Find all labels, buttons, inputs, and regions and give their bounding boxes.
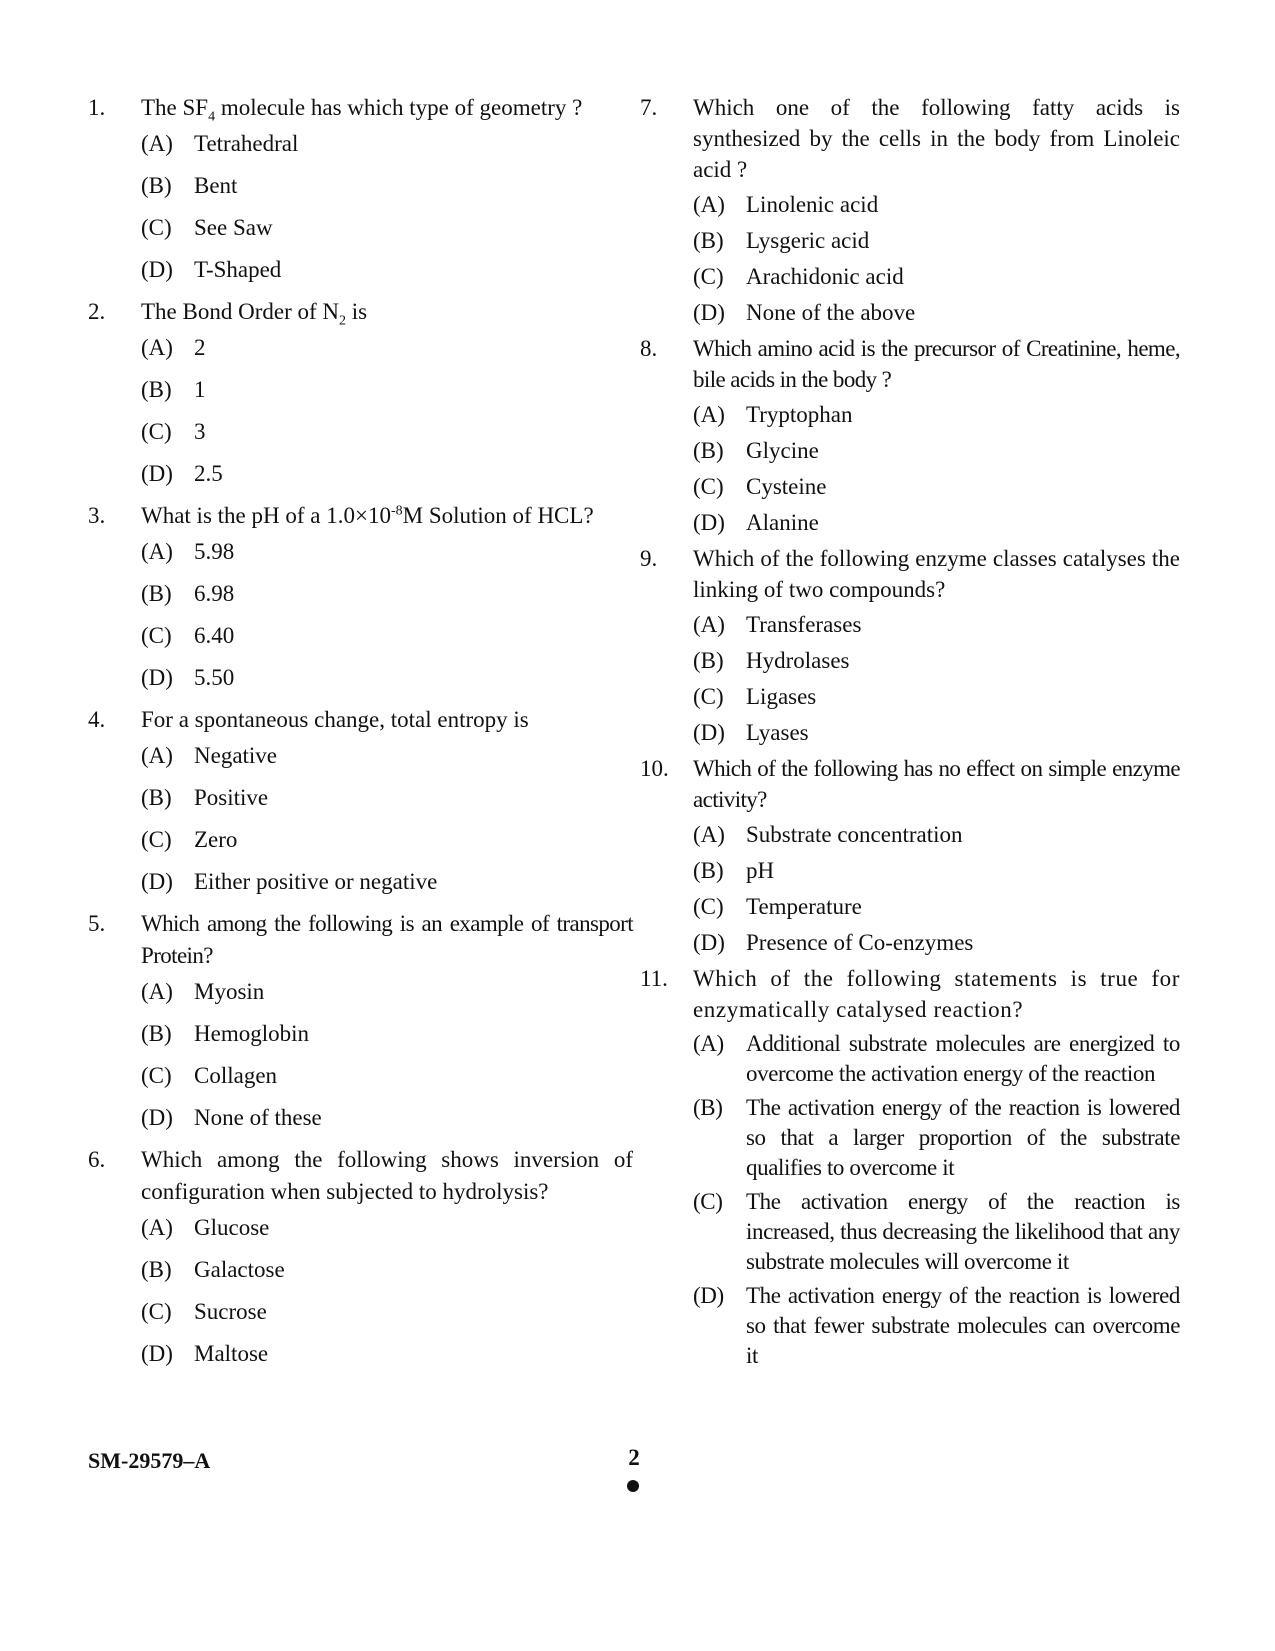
option: (A) Linolenic acid	[693, 192, 879, 217]
option: (B) pH	[693, 858, 775, 883]
question-number: 8.	[640, 336, 658, 361]
option: (B) Lysgeric acid	[693, 228, 870, 253]
options-list	[693, 609, 1180, 749]
question-6	[88, 1144, 633, 1370]
option: (D) Maltose	[141, 1341, 269, 1366]
options-list	[141, 128, 633, 286]
question-number: 2.	[88, 299, 106, 324]
question-3	[88, 500, 633, 694]
option: (A) 2	[141, 335, 206, 360]
option: (A) Substrate concentration	[693, 822, 963, 847]
question-text: Which among the following is an example of transport Protein?	[141, 911, 633, 968]
question-text: The Bond Order of $N_2$ is	[141, 299, 368, 329]
option: (B) The activation energy of the reaction is lowered so that a larger proportion of the substrate qualifies to overcome it	[693, 1095, 1180, 1180]
option: (C) Arachidonic acid	[693, 264, 904, 289]
question-text: The $SF_4$ molecule has which type of geometry ?	[141, 95, 583, 125]
question-10	[640, 753, 1180, 959]
question-8	[640, 333, 1180, 539]
option: (D) Either positive or negative	[141, 869, 438, 894]
question-text: For a spontaneous change, total entropy is	[141, 707, 529, 732]
option: (D) T-Shaped	[141, 257, 282, 282]
question-text: Which among the following shows inversion of configuration when subjected to hydrolysis?	[141, 1147, 633, 1204]
page-number: 2	[628, 1445, 640, 1470]
option: (C) See Saw	[141, 215, 273, 240]
option: (C) Cysteine	[693, 474, 827, 499]
question-number: 9.	[640, 546, 658, 571]
question-text: Which of the following has no effect on simple enzyme activity?	[693, 756, 1180, 812]
question-number: 6.	[88, 1147, 106, 1172]
option: (A) 5.98	[141, 539, 235, 564]
question-2	[88, 296, 633, 490]
option: (A) Transferases	[693, 612, 862, 637]
options-list	[693, 189, 1180, 329]
option: (C) Ligases	[693, 684, 817, 709]
option: (B) Galactose	[141, 1257, 285, 1282]
question-number: 7.	[640, 95, 658, 120]
options-list	[693, 399, 1180, 539]
option: (A) Myosin	[141, 979, 265, 1004]
question-5	[88, 908, 633, 1134]
option: (C) 6.40	[141, 623, 235, 648]
question-text: Which of the following statements is true for enzymatically catalysed reaction?	[693, 966, 1180, 1022]
question-number: 1.	[88, 95, 106, 120]
option: (A) Tryptophan	[693, 402, 853, 427]
option: (C) Temperature	[693, 894, 862, 919]
option: (B) Hemoglobin	[141, 1021, 309, 1046]
option: (D) Alanine	[693, 510, 819, 535]
options-list	[141, 1212, 633, 1370]
question-11	[640, 963, 1180, 1371]
option: (D) Lyases	[693, 720, 809, 745]
option: (D) None of these	[141, 1105, 322, 1130]
options-list	[141, 536, 633, 694]
option: (D) The activation energy of the reaction is lowered so that fewer substrate molecules can overcome it	[693, 1283, 1180, 1368]
option: (B) Glycine	[693, 438, 819, 463]
option: (A) Negative	[141, 743, 278, 768]
question-number: 10.	[640, 756, 669, 781]
option: (A) Tetrahedral	[141, 131, 299, 156]
option: (D) Presence of Co-enzymes	[693, 930, 974, 955]
left-column	[88, 92, 633, 1380]
question-7	[640, 92, 1180, 329]
right-column	[640, 92, 1180, 1375]
options-list	[141, 740, 633, 898]
option: (D) 2.5	[141, 461, 223, 486]
option: (C) Zero	[141, 827, 238, 852]
question-text: Which one of the following fatty acids is synthesized by the cells in the body from Linoleic acid ?	[693, 95, 1180, 182]
question-number: 4.	[88, 707, 106, 732]
option: (C) Sucrose	[141, 1299, 267, 1324]
option: (D) 5.50	[141, 665, 235, 690]
question-1	[88, 92, 633, 286]
option: (A) Glucose	[141, 1215, 270, 1240]
option: (C) 3	[141, 419, 206, 444]
option: (B) Bent	[141, 173, 238, 198]
option: (A) Additional substrate molecules are energized to overcome the activation energy of the reaction	[693, 1031, 1180, 1086]
option: (C) Collagen	[141, 1063, 278, 1088]
option: (D) None of the above	[693, 300, 916, 325]
options-list	[693, 1029, 1180, 1371]
question-4	[88, 704, 633, 898]
question-number: 3.	[88, 503, 106, 528]
option: (C) The activation energy of the reaction is increased, thus decreasing the likelihood that any substrate molecules will overcome it	[693, 1189, 1180, 1274]
option: (B) Hydrolases	[693, 648, 850, 673]
question-9	[640, 543, 1180, 749]
paper-code: SM-29579–A	[88, 1448, 211, 1473]
option: (B) Positive	[141, 785, 269, 810]
question-text: Which amino acid is the precursor of Creatinine, heme, bile acids in the body ?	[693, 336, 1180, 392]
question-text: What is the pH of a $1.0\times 10^{-8}M$ Solution of HCL?	[141, 503, 594, 528]
option: (B) 6.98	[141, 581, 235, 606]
options-list	[141, 976, 633, 1134]
bullet-dot-icon	[627, 1480, 639, 1492]
options-list	[693, 819, 1180, 959]
options-list	[141, 332, 633, 490]
question-number: 5.	[88, 911, 106, 936]
option: (B) 1	[141, 377, 206, 402]
question-number: 11.	[640, 966, 668, 991]
question-text: Which of the following enzyme classes catalyses the linking of two compounds?	[693, 546, 1180, 602]
